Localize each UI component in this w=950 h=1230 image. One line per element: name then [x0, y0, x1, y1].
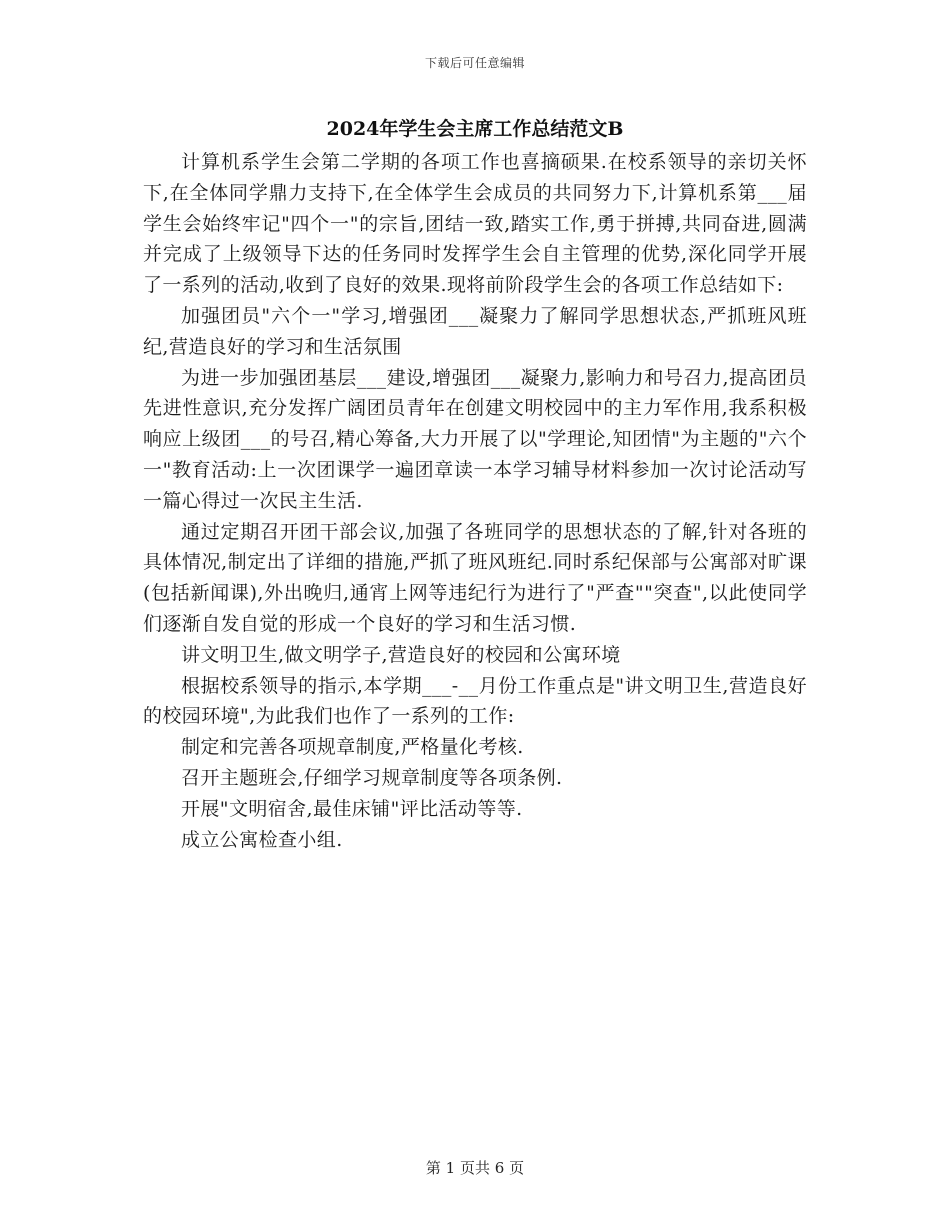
document-body	[143, 147, 807, 855]
paragraph: 加强团员"六个一"学习,增强团___凝聚力了解同学思想状态,严抓班风班纪,营造良好的学习和生活氛围	[143, 304, 807, 358]
paragraph: 根据校系领导的指示,本学期___-__月份工作重点是"讲文明卫生,营造良好的校园环境",为此我们也作了一系列的工作:	[143, 674, 807, 728]
page-number-footer: 第 1 页共 6 页	[425, 1159, 525, 1177]
paragraph: 通过定期召开团干部会议,加强了各班同学的思想状态的了解,针对各班的具体情况,制定出了详细的措施,严抓了班风班纪.同时系纪保部与公寓部对旷课(包括新闻课),外出晚归,通宵上网等违纪行为进行了"严查""突查",以此使同学们逐渐自发自觉的形成一个良好的学习和生活习惯.	[143, 520, 807, 635]
paragraph: 召开主题班会,仔细学习规章制度等各项条例.	[181, 766, 563, 789]
paragraph: 成立公寓检查小组.	[181, 828, 343, 851]
paragraph: 讲文明卫生,做文明学子,营造良好的校园和公寓环境	[181, 643, 621, 666]
paragraph: 为进一步加强团基层___建设,增强团___凝聚力,影响力和号召力,提高团员先进性意识,充分发挥广阔团员青年在创建文明校园中的主力军作用,我系积极响应上级团___的号召,精心筹备,大力开展了以"学理论,知团情"为主题的"六个一"教育活动:上一次团课学一遍团章读一本学习辅导材料参加一次讨论活动写一篇心得过一次民主生活.	[143, 366, 807, 512]
paragraph: 制定和完善各项规章制度,严格量化考核.	[181, 736, 524, 759]
paragraph: 开展"文明宿舍,最佳床铺"评比活动等等.	[181, 797, 523, 820]
document-title: 2024年学生会主席工作总结范文B	[326, 118, 624, 140]
header-note: 下载后可任意编辑	[424, 56, 525, 70]
paragraph: 计算机系学生会第二学期的各项工作也喜摘硕果.在校系领导的亲切关怀下,在全体同学鼎力支持下,在全体学生会成员的共同努力下,计算机系第___届学生会始终牢记"四个一"的宗旨,团结一致,踏实工作,勇于拼搏,共同奋进,圆满并完成了上级领导下达的任务同时发挥学生会自主管理的优势,深化同学开展了一系列的活动,收到了良好的效果.现将前阶段学生会的各项工作总结如下:	[143, 151, 807, 297]
